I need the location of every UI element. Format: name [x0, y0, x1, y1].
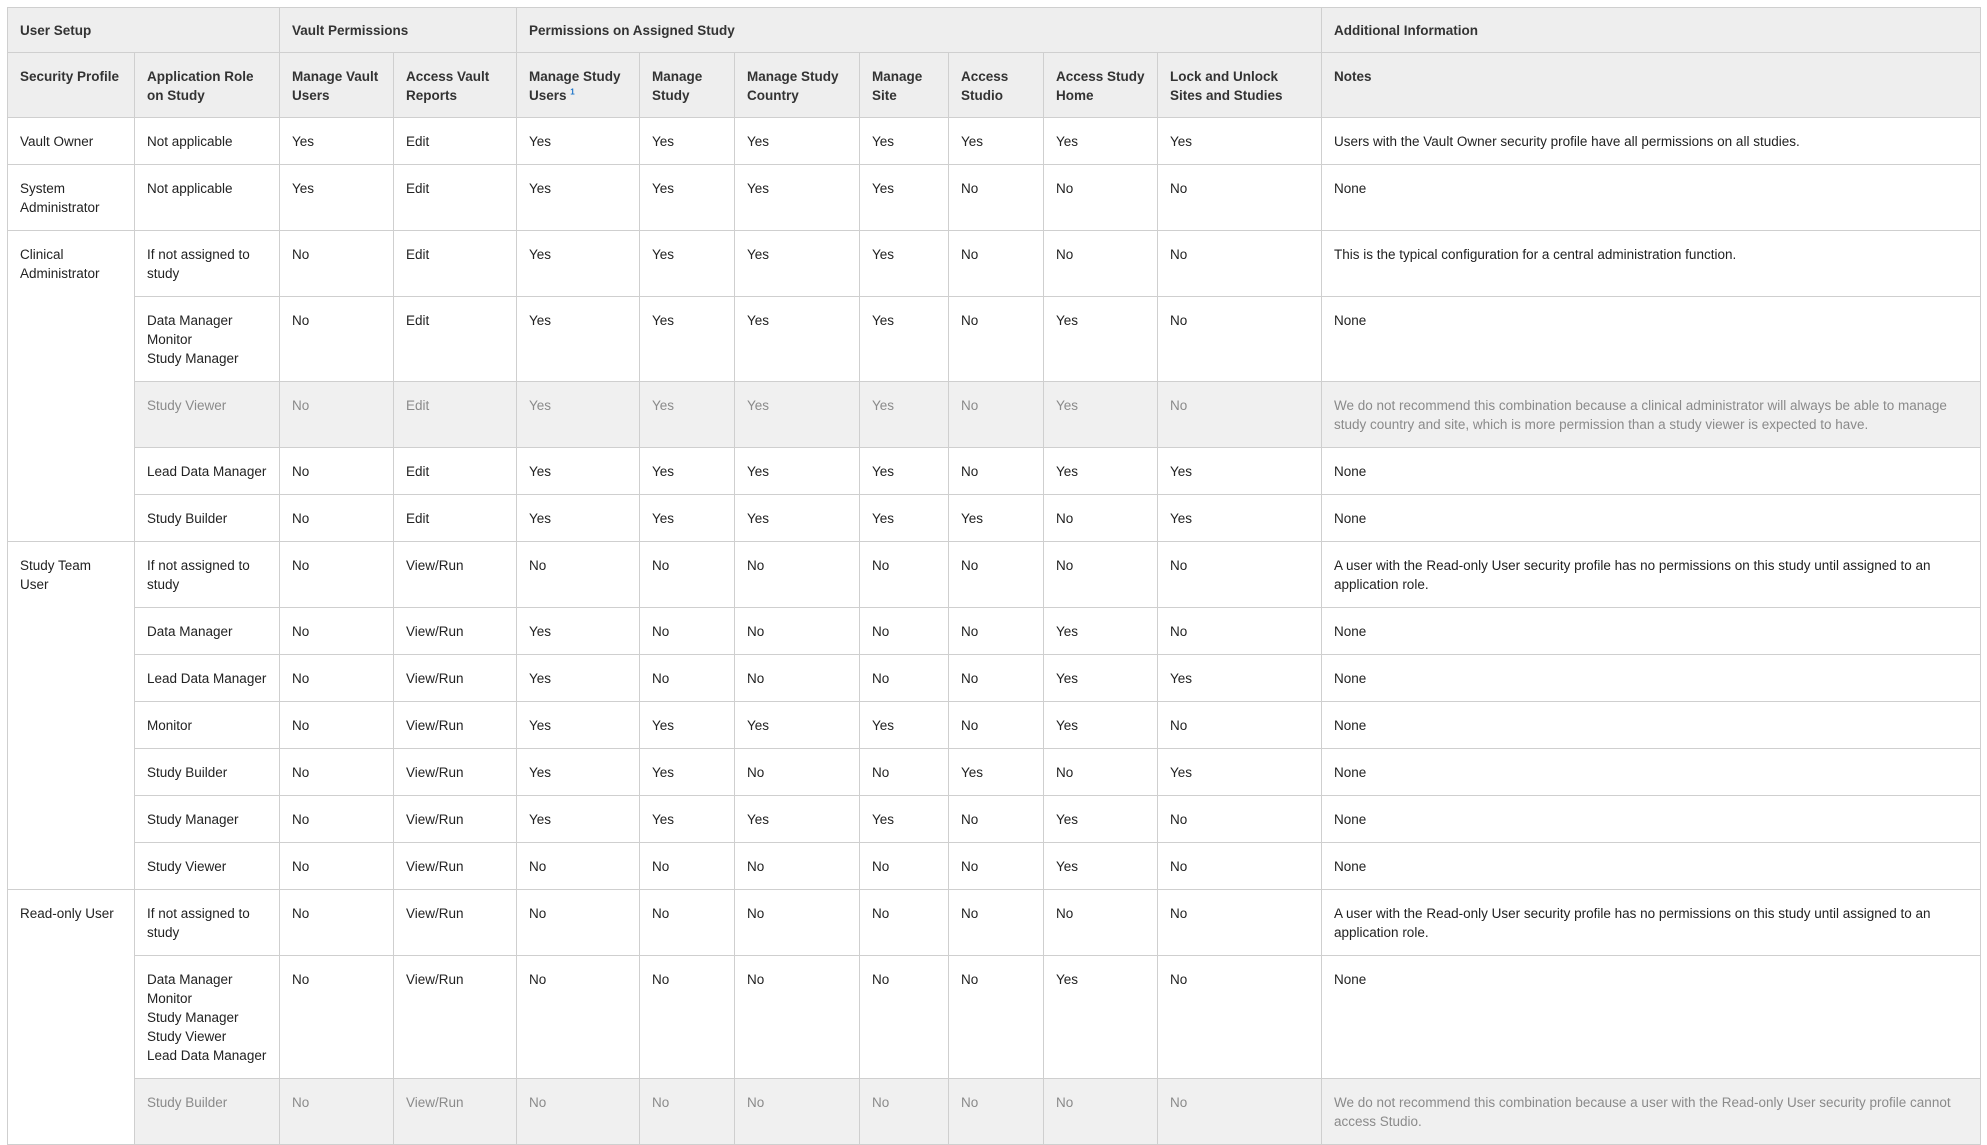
notes-cell: This is the typical configuration for a central administration function. — [1322, 231, 1981, 297]
notes-cell: A user with the Read-only User security profile has no permissions on this study until assigned to an application role. — [1322, 542, 1981, 608]
manage-site-cell: No — [860, 843, 949, 890]
access-study-home-cell: No — [1044, 542, 1158, 608]
manage-vault-users-cell: No — [280, 608, 394, 655]
table-row — [8, 702, 1981, 749]
manage-study-users-cell: No — [517, 956, 640, 1079]
lock-unlock-cell: No — [1158, 608, 1322, 655]
table-row — [8, 796, 1981, 843]
manage-study-country-cell: Yes — [735, 382, 860, 448]
manage-site-cell: No — [860, 608, 949, 655]
col-manage-study: Manage Study — [640, 53, 735, 118]
notes-cell: None — [1322, 448, 1981, 495]
manage-study-users-cell: Yes — [517, 749, 640, 796]
notes-cell: None — [1322, 495, 1981, 542]
access-vault-reports-cell: Edit — [394, 118, 517, 165]
application-role-cell: Not applicable — [135, 165, 280, 231]
access-studio-cell: Yes — [949, 118, 1044, 165]
manage-study-cell: Yes — [640, 297, 735, 382]
security-profile-cell: System Administrator — [8, 165, 135, 231]
manage-vault-users-cell: No — [280, 448, 394, 495]
manage-study-country-cell: Yes — [735, 118, 860, 165]
col-manage-study-users-label: Manage Study Users — [529, 69, 621, 103]
security-profile-cell: Clinical Administrator — [8, 231, 135, 542]
access-vault-reports-cell: Edit — [394, 297, 517, 382]
group-additional-info: Additional Information — [1322, 8, 1981, 53]
access-studio-cell: No — [949, 165, 1044, 231]
access-studio-cell: Yes — [949, 495, 1044, 542]
manage-study-country-cell: No — [735, 1079, 860, 1145]
access-studio-cell: No — [949, 796, 1044, 843]
manage-study-cell: Yes — [640, 231, 735, 297]
access-studio-cell: No — [949, 843, 1044, 890]
access-vault-reports-cell: Edit — [394, 448, 517, 495]
manage-study-users-cell: Yes — [517, 608, 640, 655]
notes-cell: None — [1322, 702, 1981, 749]
table-row — [8, 297, 1981, 382]
table-row — [8, 165, 1981, 231]
manage-vault-users-cell: No — [280, 890, 394, 956]
manage-vault-users-cell: No — [280, 1079, 394, 1145]
manage-study-cell: Yes — [640, 796, 735, 843]
application-role-cell: Lead Data Manager — [135, 448, 280, 495]
col-manage-study-country: Manage Study Country — [735, 53, 860, 118]
notes-cell: We do not recommend this combination because a user with the Read-only User security profile cannot access Studio. — [1322, 1079, 1981, 1145]
application-role-cell: If not assigned to study — [135, 231, 280, 297]
manage-study-country-cell: Yes — [735, 495, 860, 542]
notes-cell: None — [1322, 956, 1981, 1079]
footnote-link[interactable]: 1 — [570, 87, 575, 97]
access-vault-reports-cell: Edit — [394, 382, 517, 448]
table-row — [8, 542, 1981, 608]
lock-unlock-cell: Yes — [1158, 118, 1322, 165]
access-study-home-cell: Yes — [1044, 702, 1158, 749]
manage-study-cell: No — [640, 843, 735, 890]
lock-unlock-cell: No — [1158, 231, 1322, 297]
lock-unlock-cell: No — [1158, 956, 1322, 1079]
manage-vault-users-cell: No — [280, 702, 394, 749]
access-study-home-cell: Yes — [1044, 655, 1158, 702]
manage-site-cell: Yes — [860, 382, 949, 448]
group-user-setup: User Setup — [8, 8, 280, 53]
manage-study-users-cell: Yes — [517, 118, 640, 165]
access-vault-reports-cell: View/Run — [394, 890, 517, 956]
manage-vault-users-cell: No — [280, 749, 394, 796]
manage-study-country-cell: Yes — [735, 448, 860, 495]
manage-study-country-cell: No — [735, 843, 860, 890]
manage-study-users-cell: No — [517, 542, 640, 608]
table-row — [8, 655, 1981, 702]
access-study-home-cell: Yes — [1044, 118, 1158, 165]
access-vault-reports-cell: View/Run — [394, 542, 517, 608]
manage-study-cell: No — [640, 890, 735, 956]
col-manage-vault-users: Manage Vault Users — [280, 53, 394, 118]
lock-unlock-cell: No — [1158, 382, 1322, 448]
application-role-cell: Study Builder — [135, 1079, 280, 1145]
application-role-cell: Monitor — [135, 702, 280, 749]
access-studio-cell: No — [949, 1079, 1044, 1145]
access-vault-reports-cell: Edit — [394, 495, 517, 542]
lock-unlock-cell: No — [1158, 702, 1322, 749]
notes-cell: None — [1322, 297, 1981, 382]
security-profile-cell: Vault Owner — [8, 118, 135, 165]
manage-study-country-cell: No — [735, 749, 860, 796]
access-vault-reports-cell: View/Run — [394, 956, 517, 1079]
table-row — [8, 448, 1981, 495]
access-studio-cell: No — [949, 956, 1044, 1079]
access-study-home-cell: Yes — [1044, 382, 1158, 448]
manage-site-cell: Yes — [860, 796, 949, 843]
access-vault-reports-cell: View/Run — [394, 843, 517, 890]
table-row — [8, 843, 1981, 890]
access-vault-reports-cell: View/Run — [394, 655, 517, 702]
table-row — [8, 608, 1981, 655]
notes-cell: None — [1322, 165, 1981, 231]
notes-cell: None — [1322, 796, 1981, 843]
access-study-home-cell: No — [1044, 495, 1158, 542]
table-row — [8, 956, 1981, 1079]
manage-study-country-cell: Yes — [735, 297, 860, 382]
access-studio-cell: No — [949, 655, 1044, 702]
manage-study-country-cell: Yes — [735, 796, 860, 843]
access-study-home-cell: No — [1044, 890, 1158, 956]
manage-vault-users-cell: No — [280, 231, 394, 297]
access-study-home-cell: Yes — [1044, 448, 1158, 495]
manage-study-country-cell: No — [735, 655, 860, 702]
access-study-home-cell: Yes — [1044, 608, 1158, 655]
manage-site-cell: No — [860, 749, 949, 796]
manage-vault-users-cell: No — [280, 655, 394, 702]
manage-study-country-cell: Yes — [735, 702, 860, 749]
manage-vault-users-cell: No — [280, 495, 394, 542]
table-row — [8, 118, 1981, 165]
table-row — [8, 890, 1981, 956]
lock-unlock-cell: Yes — [1158, 655, 1322, 702]
access-studio-cell: No — [949, 297, 1044, 382]
col-notes: Notes — [1322, 53, 1981, 118]
manage-vault-users-cell: No — [280, 542, 394, 608]
access-study-home-cell: Yes — [1044, 796, 1158, 843]
manage-study-users-cell: Yes — [517, 382, 640, 448]
table-row — [8, 1079, 1981, 1145]
manage-study-users-cell: No — [517, 1079, 640, 1145]
lock-unlock-cell: Yes — [1158, 749, 1322, 796]
application-role-cell: Study Viewer — [135, 382, 280, 448]
manage-vault-users-cell: No — [280, 796, 394, 843]
manage-site-cell: Yes — [860, 231, 949, 297]
access-vault-reports-cell: Edit — [394, 165, 517, 231]
lock-unlock-cell: No — [1158, 297, 1322, 382]
application-role-cell: Data Manager Monitor Study Manager — [135, 297, 280, 382]
application-role-cell: Study Viewer — [135, 843, 280, 890]
col-access-study-home: Access Study Home — [1044, 53, 1158, 118]
manage-study-users-cell: Yes — [517, 702, 640, 749]
notes-cell: We do not recommend this combination because a clinical administrator will always be able to manage study country and site, which is more permission than a study viewer is expected to have. — [1322, 382, 1981, 448]
manage-site-cell: Yes — [860, 165, 949, 231]
notes-cell: A user with the Read-only User security profile has no permissions on this study until assigned to an application role. — [1322, 890, 1981, 956]
col-lock-unlock: Lock and Unlock Sites and Studies — [1158, 53, 1322, 118]
col-manage-site: Manage Site — [860, 53, 949, 118]
application-role-cell: Study Manager — [135, 796, 280, 843]
access-studio-cell: No — [949, 231, 1044, 297]
security-profile-cell: Study Team User — [8, 542, 135, 890]
manage-site-cell: Yes — [860, 118, 949, 165]
security-profile-cell: Read-only User — [8, 890, 135, 1145]
manage-study-cell: No — [640, 1079, 735, 1145]
manage-vault-users-cell: No — [280, 297, 394, 382]
lock-unlock-cell: Yes — [1158, 448, 1322, 495]
lock-unlock-cell: Yes — [1158, 495, 1322, 542]
manage-study-country-cell: No — [735, 608, 860, 655]
group-assigned-study: Permissions on Assigned Study — [517, 8, 1322, 53]
table-row — [8, 231, 1981, 297]
application-role-cell: If not assigned to study — [135, 542, 280, 608]
access-study-home-cell: No — [1044, 231, 1158, 297]
access-study-home-cell: No — [1044, 165, 1158, 231]
manage-study-cell: Yes — [640, 165, 735, 231]
access-study-home-cell: No — [1044, 1079, 1158, 1145]
notes-cell: None — [1322, 655, 1981, 702]
application-role-cell: Data Manager — [135, 608, 280, 655]
header-column-row — [8, 53, 1981, 118]
lock-unlock-cell: No — [1158, 890, 1322, 956]
manage-study-country-cell: No — [735, 890, 860, 956]
table-row — [8, 495, 1981, 542]
manage-vault-users-cell: No — [280, 382, 394, 448]
manage-study-cell: Yes — [640, 448, 735, 495]
manage-study-cell: No — [640, 608, 735, 655]
lock-unlock-cell: No — [1158, 843, 1322, 890]
manage-site-cell: Yes — [860, 495, 949, 542]
access-studio-cell: No — [949, 608, 1044, 655]
col-access-studio: Access Studio — [949, 53, 1044, 118]
manage-study-cell: Yes — [640, 749, 735, 796]
col-application-role: Application Role on Study — [135, 53, 280, 118]
table-body — [8, 118, 1981, 1145]
access-studio-cell: No — [949, 890, 1044, 956]
table-row — [8, 749, 1981, 796]
col-security-profile: Security Profile — [8, 53, 135, 118]
manage-study-country-cell: Yes — [735, 231, 860, 297]
manage-vault-users-cell: Yes — [280, 118, 394, 165]
manage-study-cell: Yes — [640, 382, 735, 448]
lock-unlock-cell: No — [1158, 1079, 1322, 1145]
application-role-cell: Lead Data Manager — [135, 655, 280, 702]
application-role-cell: Not applicable — [135, 118, 280, 165]
manage-study-users-cell: No — [517, 843, 640, 890]
manage-study-users-cell: No — [517, 890, 640, 956]
access-study-home-cell: No — [1044, 749, 1158, 796]
manage-study-cell: Yes — [640, 118, 735, 165]
manage-study-cell: No — [640, 655, 735, 702]
application-role-cell: Study Builder — [135, 749, 280, 796]
access-vault-reports-cell: View/Run — [394, 608, 517, 655]
header-group-row — [8, 8, 1981, 53]
access-studio-cell: No — [949, 448, 1044, 495]
manage-vault-users-cell: No — [280, 843, 394, 890]
access-vault-reports-cell: View/Run — [394, 796, 517, 843]
application-role-cell: Data Manager Monitor Study Manager Study Viewer Lead Data Manager — [135, 956, 280, 1079]
notes-cell: Users with the Vault Owner security profile have all permissions on all studies. — [1322, 118, 1981, 165]
manage-study-country-cell: No — [735, 956, 860, 1079]
manage-site-cell: Yes — [860, 702, 949, 749]
access-vault-reports-cell: Edit — [394, 231, 517, 297]
permissions-table — [7, 7, 1981, 1145]
notes-cell: None — [1322, 608, 1981, 655]
notes-cell: None — [1322, 843, 1981, 890]
access-vault-reports-cell: View/Run — [394, 702, 517, 749]
manage-site-cell: No — [860, 542, 949, 608]
manage-study-cell: Yes — [640, 702, 735, 749]
access-studio-cell: No — [949, 542, 1044, 608]
application-role-cell: Study Builder — [135, 495, 280, 542]
manage-study-users-cell: Yes — [517, 165, 640, 231]
table-header — [8, 8, 1981, 118]
access-studio-cell: No — [949, 702, 1044, 749]
manage-site-cell: Yes — [860, 297, 949, 382]
manage-study-users-cell: Yes — [517, 495, 640, 542]
table-row — [8, 382, 1981, 448]
manage-study-country-cell: Yes — [735, 165, 860, 231]
manage-study-users-cell: Yes — [517, 796, 640, 843]
application-role-cell: If not assigned to study — [135, 890, 280, 956]
manage-study-cell: No — [640, 956, 735, 1079]
manage-study-users-cell: Yes — [517, 231, 640, 297]
manage-site-cell: No — [860, 956, 949, 1079]
access-vault-reports-cell: View/Run — [394, 749, 517, 796]
manage-study-country-cell: No — [735, 542, 860, 608]
manage-site-cell: Yes — [860, 448, 949, 495]
access-study-home-cell: Yes — [1044, 843, 1158, 890]
access-vault-reports-cell: View/Run — [394, 1079, 517, 1145]
manage-vault-users-cell: Yes — [280, 165, 394, 231]
lock-unlock-cell: No — [1158, 542, 1322, 608]
manage-site-cell: No — [860, 890, 949, 956]
manage-study-cell: Yes — [640, 495, 735, 542]
access-study-home-cell: Yes — [1044, 956, 1158, 1079]
access-study-home-cell: Yes — [1044, 297, 1158, 382]
manage-site-cell: No — [860, 1079, 949, 1145]
manage-study-users-cell: Yes — [517, 448, 640, 495]
group-vault-permissions: Vault Permissions — [280, 8, 517, 53]
lock-unlock-cell: No — [1158, 165, 1322, 231]
lock-unlock-cell: No — [1158, 796, 1322, 843]
manage-vault-users-cell: No — [280, 956, 394, 1079]
col-manage-study-users — [517, 53, 640, 118]
manage-study-users-cell: Yes — [517, 655, 640, 702]
manage-study-cell: No — [640, 542, 735, 608]
col-access-vault-reports: Access Vault Reports — [394, 53, 517, 118]
access-studio-cell: Yes — [949, 749, 1044, 796]
notes-cell: None — [1322, 749, 1981, 796]
manage-site-cell: No — [860, 655, 949, 702]
manage-study-users-cell: Yes — [517, 297, 640, 382]
access-studio-cell: No — [949, 382, 1044, 448]
